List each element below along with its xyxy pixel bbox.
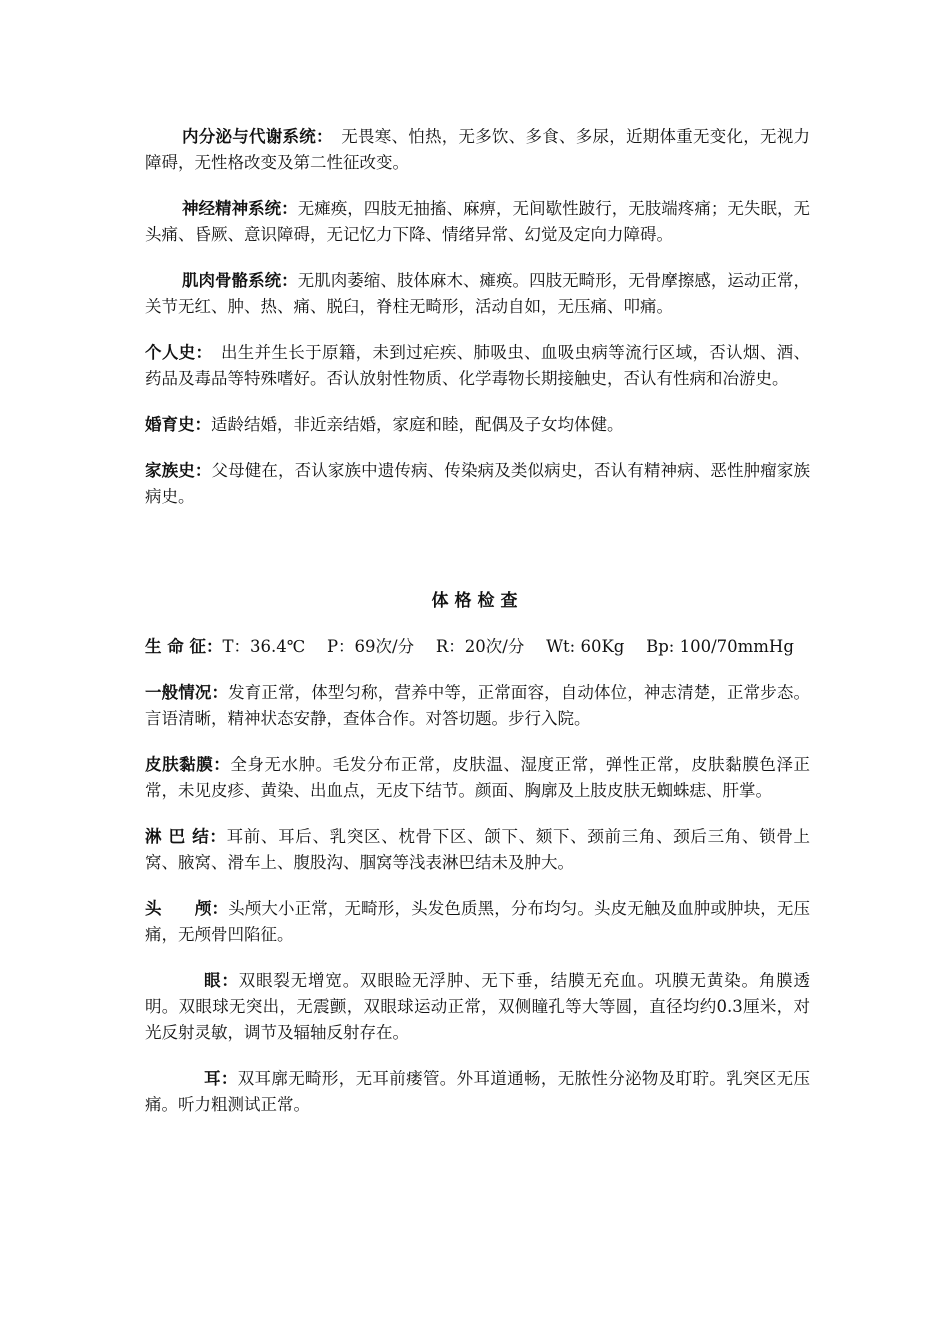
ears-paragraph	[145, 1066, 810, 1118]
neuro-text: 无瘫痪，四肢无抽搐、麻痹，无间歇性跛行，无肢端疼痛；无失眠，无头痛、昏厥、意识障碍，无记忆力下降、情绪异常、幻觉及定向力障碍。	[145, 199, 811, 244]
personal-history-paragraph	[145, 340, 810, 392]
skin-text: 全身无水肿。毛发分布正常，皮肤温、湿度正常，弹性正常，皮肤黏膜色泽正常，未见皮疹、黄染、出血点，无皮下结节。颜面、胸廓及上肢皮肤无蜘蛛痣、肝掌。	[145, 755, 811, 800]
eyes-label: 眼：	[204, 971, 239, 990]
marital-history-paragraph	[145, 412, 810, 438]
lymph-text: 耳前、耳后、乳突区、枕骨下区、颌下、颏下、颈前三角、颈后三角、锁骨上窝、腋窝、滑车上、腹股沟、腘窝等浅表淋巴结未及肿大。	[145, 827, 811, 872]
lymph-paragraph	[145, 824, 810, 876]
personal-history-text: 出生并生长于原籍，未到过疟疾、肺吸虫、血吸虫病等流行区域，否认烟、酒、药品及毒品等特殊嗜好。否认放射性物质、化学毒物长期接触史，否认有性病和冶游史。	[145, 343, 811, 388]
neuro-paragraph	[145, 196, 810, 248]
musculoskeletal-text: 无肌肉萎缩、肢体麻木、瘫痪。四肢无畸形，无骨摩擦感，运动正常，关节无红、肿、热、痛、脱臼，脊柱无畸形，活动自如，无压痛、叩痛。	[145, 271, 811, 316]
neuro-label: 神经精神系统：	[182, 199, 298, 218]
exam-section-title: 体格检查	[431, 591, 524, 611]
personal-history-label: 个人史：	[145, 343, 205, 362]
general-paragraph	[145, 680, 810, 732]
musculoskeletal-label: 肌肉骨骼系统：	[182, 271, 298, 290]
head-label: 头 颅：	[145, 899, 229, 918]
document-page	[145, 124, 810, 1138]
ears-text: 双耳廓无畸形，无耳前瘘管。外耳道通畅，无脓性分泌物及耵聍。乳突区无压痛。听力粗测试正常。	[145, 1069, 811, 1114]
marital-history-text: 适龄结婚，非近亲结婚，家庭和睦，配偶及子女均体健。	[211, 415, 624, 434]
endocrine-label: 内分泌与代谢系统：	[182, 127, 325, 146]
lymph-label: 淋 巴 结：	[145, 827, 227, 846]
family-history-label: 家族史：	[145, 461, 212, 480]
section-spacer	[145, 530, 810, 588]
vitals-text: T：36.4℃ P：69次/分 R：20次/分 Wt: 60Kg Bp: 100/70mmHg	[222, 637, 794, 656]
head-text: 头颅大小正常，无畸形，头发色质黑，分布均匀。头皮无触及血肿或肿块，无压痛，无颅骨凹陷征。	[145, 899, 811, 944]
family-history-paragraph	[145, 458, 810, 510]
endocrine-text: 无畏寒、怕热，无多饮、多食、多尿，近期体重无变化，无视力障碍，无性格改变及第二性征改变。	[145, 127, 810, 172]
family-history-text: 父母健在，否认家族中遗传病、传染病及类似病史，否认有精神病、恶性肿瘤家族病史。	[145, 461, 811, 506]
general-text: 发育正常，体型匀称，营养中等，正常面容，自动体位，神志清楚，正常步态。言语清晰，精神状态安静，查体合作。对答切题。步行入院。	[145, 683, 811, 728]
marital-history-label: 婚育史：	[145, 415, 211, 434]
general-label: 一般情况：	[145, 683, 229, 702]
skin-label: 皮肤黏膜：	[145, 755, 231, 774]
eyes-paragraph	[145, 968, 810, 1046]
endocrine-paragraph	[145, 124, 810, 176]
vitals-paragraph	[145, 634, 810, 660]
ears-label: 耳：	[204, 1069, 238, 1088]
eyes-text: 双眼裂无增宽。双眼睑无浮肿、无下垂，结膜无充血。巩膜无黄染。角膜透明。双眼球无突出，无震颤，双眼球运动正常，双侧瞳孔等大等圆，直径均约0.3厘米，对光反射灵敏，调节及辐轴反射存在。	[145, 971, 811, 1042]
musculoskeletal-paragraph	[145, 268, 810, 320]
vitals-label: 生 命 征：	[145, 637, 223, 656]
head-paragraph	[145, 896, 810, 948]
skin-paragraph	[145, 752, 810, 804]
